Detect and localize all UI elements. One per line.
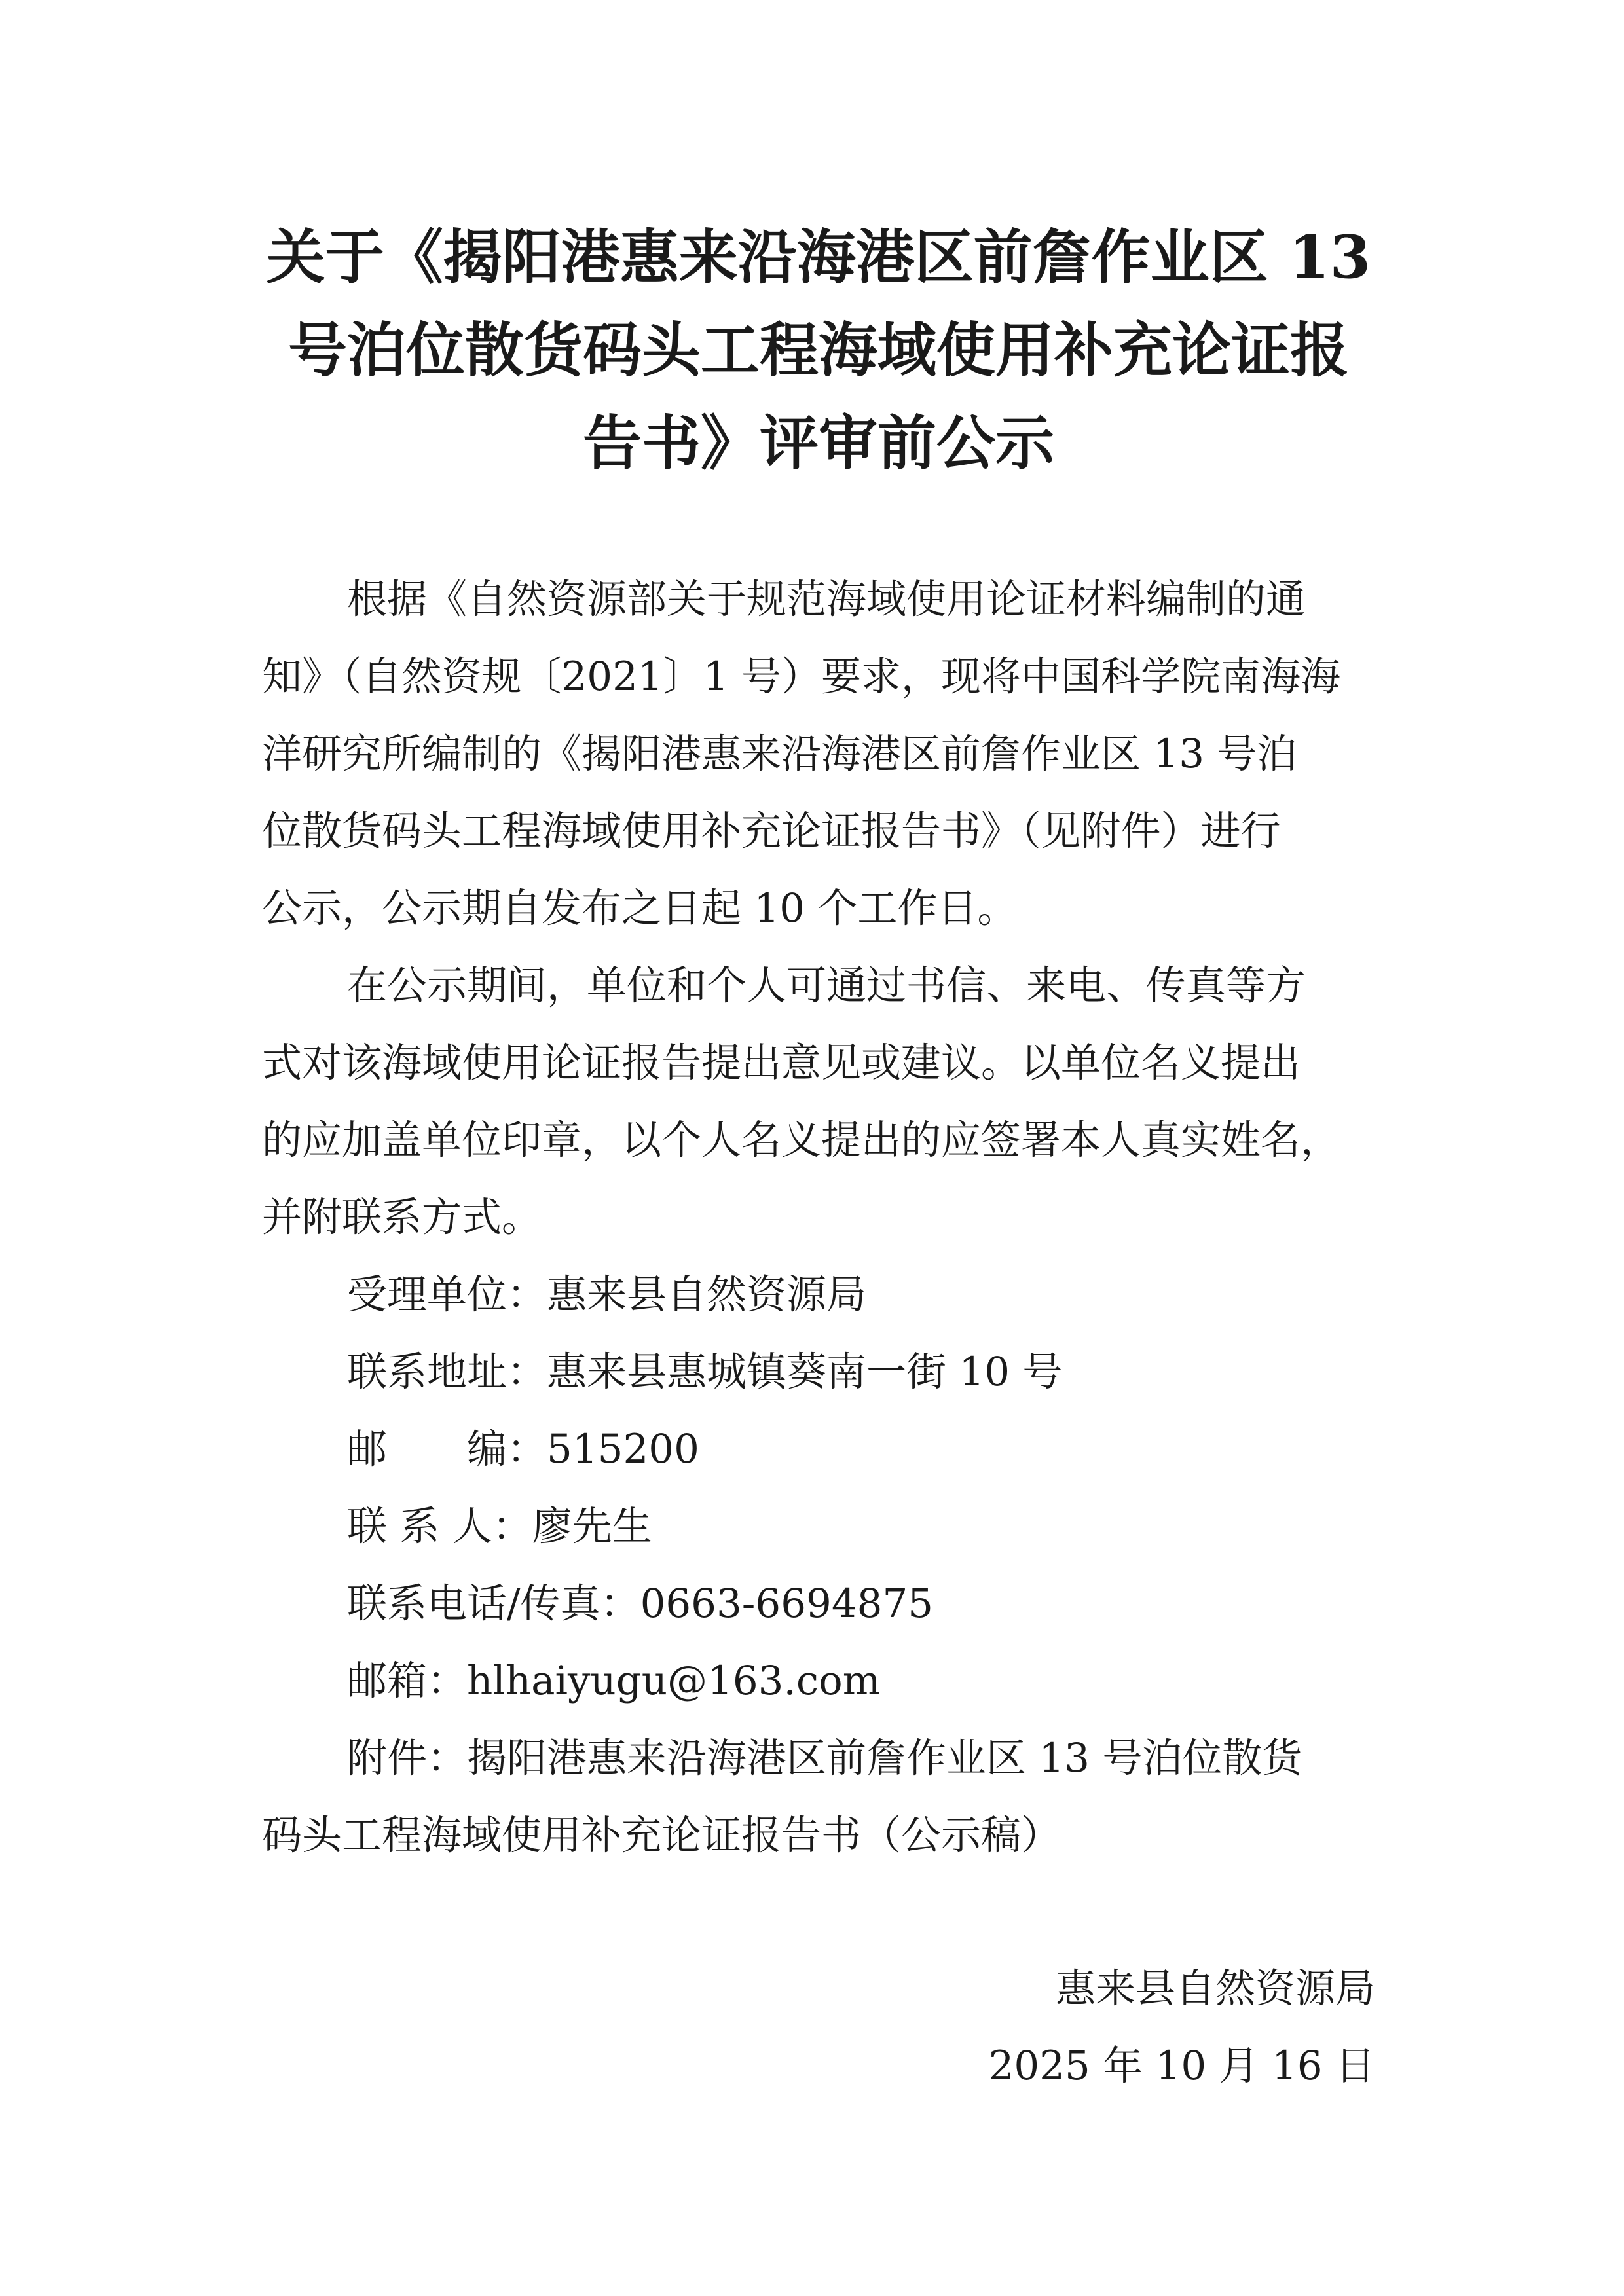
signature-date: 2025 年 10 月 16 日	[988, 2043, 1375, 2089]
contact-unit-row	[347, 1270, 866, 1320]
contact-person-label: 联 系 人：	[347, 1503, 532, 1550]
contact-email-value[interactable]: hlhaiyugu@163.com	[467, 1658, 881, 1704]
contact-phone-row	[347, 1579, 933, 1629]
contact-phone-value: 0663-6694875	[640, 1580, 934, 1627]
document-title-line-2: 号泊位散货码头工程海域使用补充论证报	[288, 316, 1349, 385]
paragraph-2-line-4: 并附联系方式。	[262, 1194, 542, 1241]
attachment-line-2: 码头工程海域使用补充论证报告书（公示稿）	[262, 1812, 1061, 1859]
contact-email-label: 邮箱：	[347, 1658, 468, 1704]
contact-postcode-label: 邮 编：	[347, 1426, 547, 1472]
paragraph-1-line-2: 知》（自然资规〔2021〕1 号）要求，现将中国科学院南海海	[262, 653, 1340, 700]
paragraph-2-line-2: 式对该海域使用论证报告提出意见或建议。以单位名义提出	[262, 1040, 1301, 1086]
contact-person-value: 廖先生	[532, 1503, 652, 1550]
contact-address-value: 惠来县惠城镇葵南一街 10 号	[547, 1349, 1063, 1395]
paragraph-1-line-1: 根据《自然资源部关于规范海域使用论证材料编制的通	[347, 576, 1306, 623]
contact-postcode-row	[347, 1425, 699, 1474]
contact-unit-value: 惠来县自然资源局	[547, 1271, 867, 1318]
contact-person-row	[347, 1502, 652, 1552]
attachment-line-1: 附件：揭阳港惠来沿海港区前詹作业区 13 号泊位散货	[347, 1735, 1302, 1781]
paragraph-2-line-1: 在公示期间，单位和个人可通过书信、来电、传真等方	[347, 962, 1306, 1009]
document-title-line-3: 告书》评审前公示	[583, 409, 1054, 478]
contact-email-row	[347, 1656, 881, 1706]
document-title-line-1: 关于《揭阳港惠来沿海港区前詹作业区 13	[266, 223, 1371, 292]
paragraph-2-line-3: 的应加盖单位印章，以个人名义提出的应签署本人真实姓名，	[262, 1117, 1341, 1163]
contact-address-label: 联系地址：	[347, 1349, 547, 1395]
contact-unit-label: 受理单位：	[347, 1271, 547, 1318]
contact-phone-label: 联系电话/传真：	[347, 1580, 640, 1627]
paragraph-1-line-3: 洋研究所编制的《揭阳港惠来沿海港区前詹作业区 13 号泊	[262, 731, 1297, 777]
signature-org: 惠来县自然资源局	[1055, 1965, 1375, 2012]
contact-postcode-value: 515200	[547, 1426, 699, 1472]
contact-address-row	[347, 1347, 1062, 1397]
paragraph-1-line-4: 位散货码头工程海域使用补充论证报告书》（见附件）进行	[262, 808, 1281, 854]
paragraph-1-line-5: 公示，公示期自发布之日起 10 个工作日。	[262, 885, 1018, 932]
